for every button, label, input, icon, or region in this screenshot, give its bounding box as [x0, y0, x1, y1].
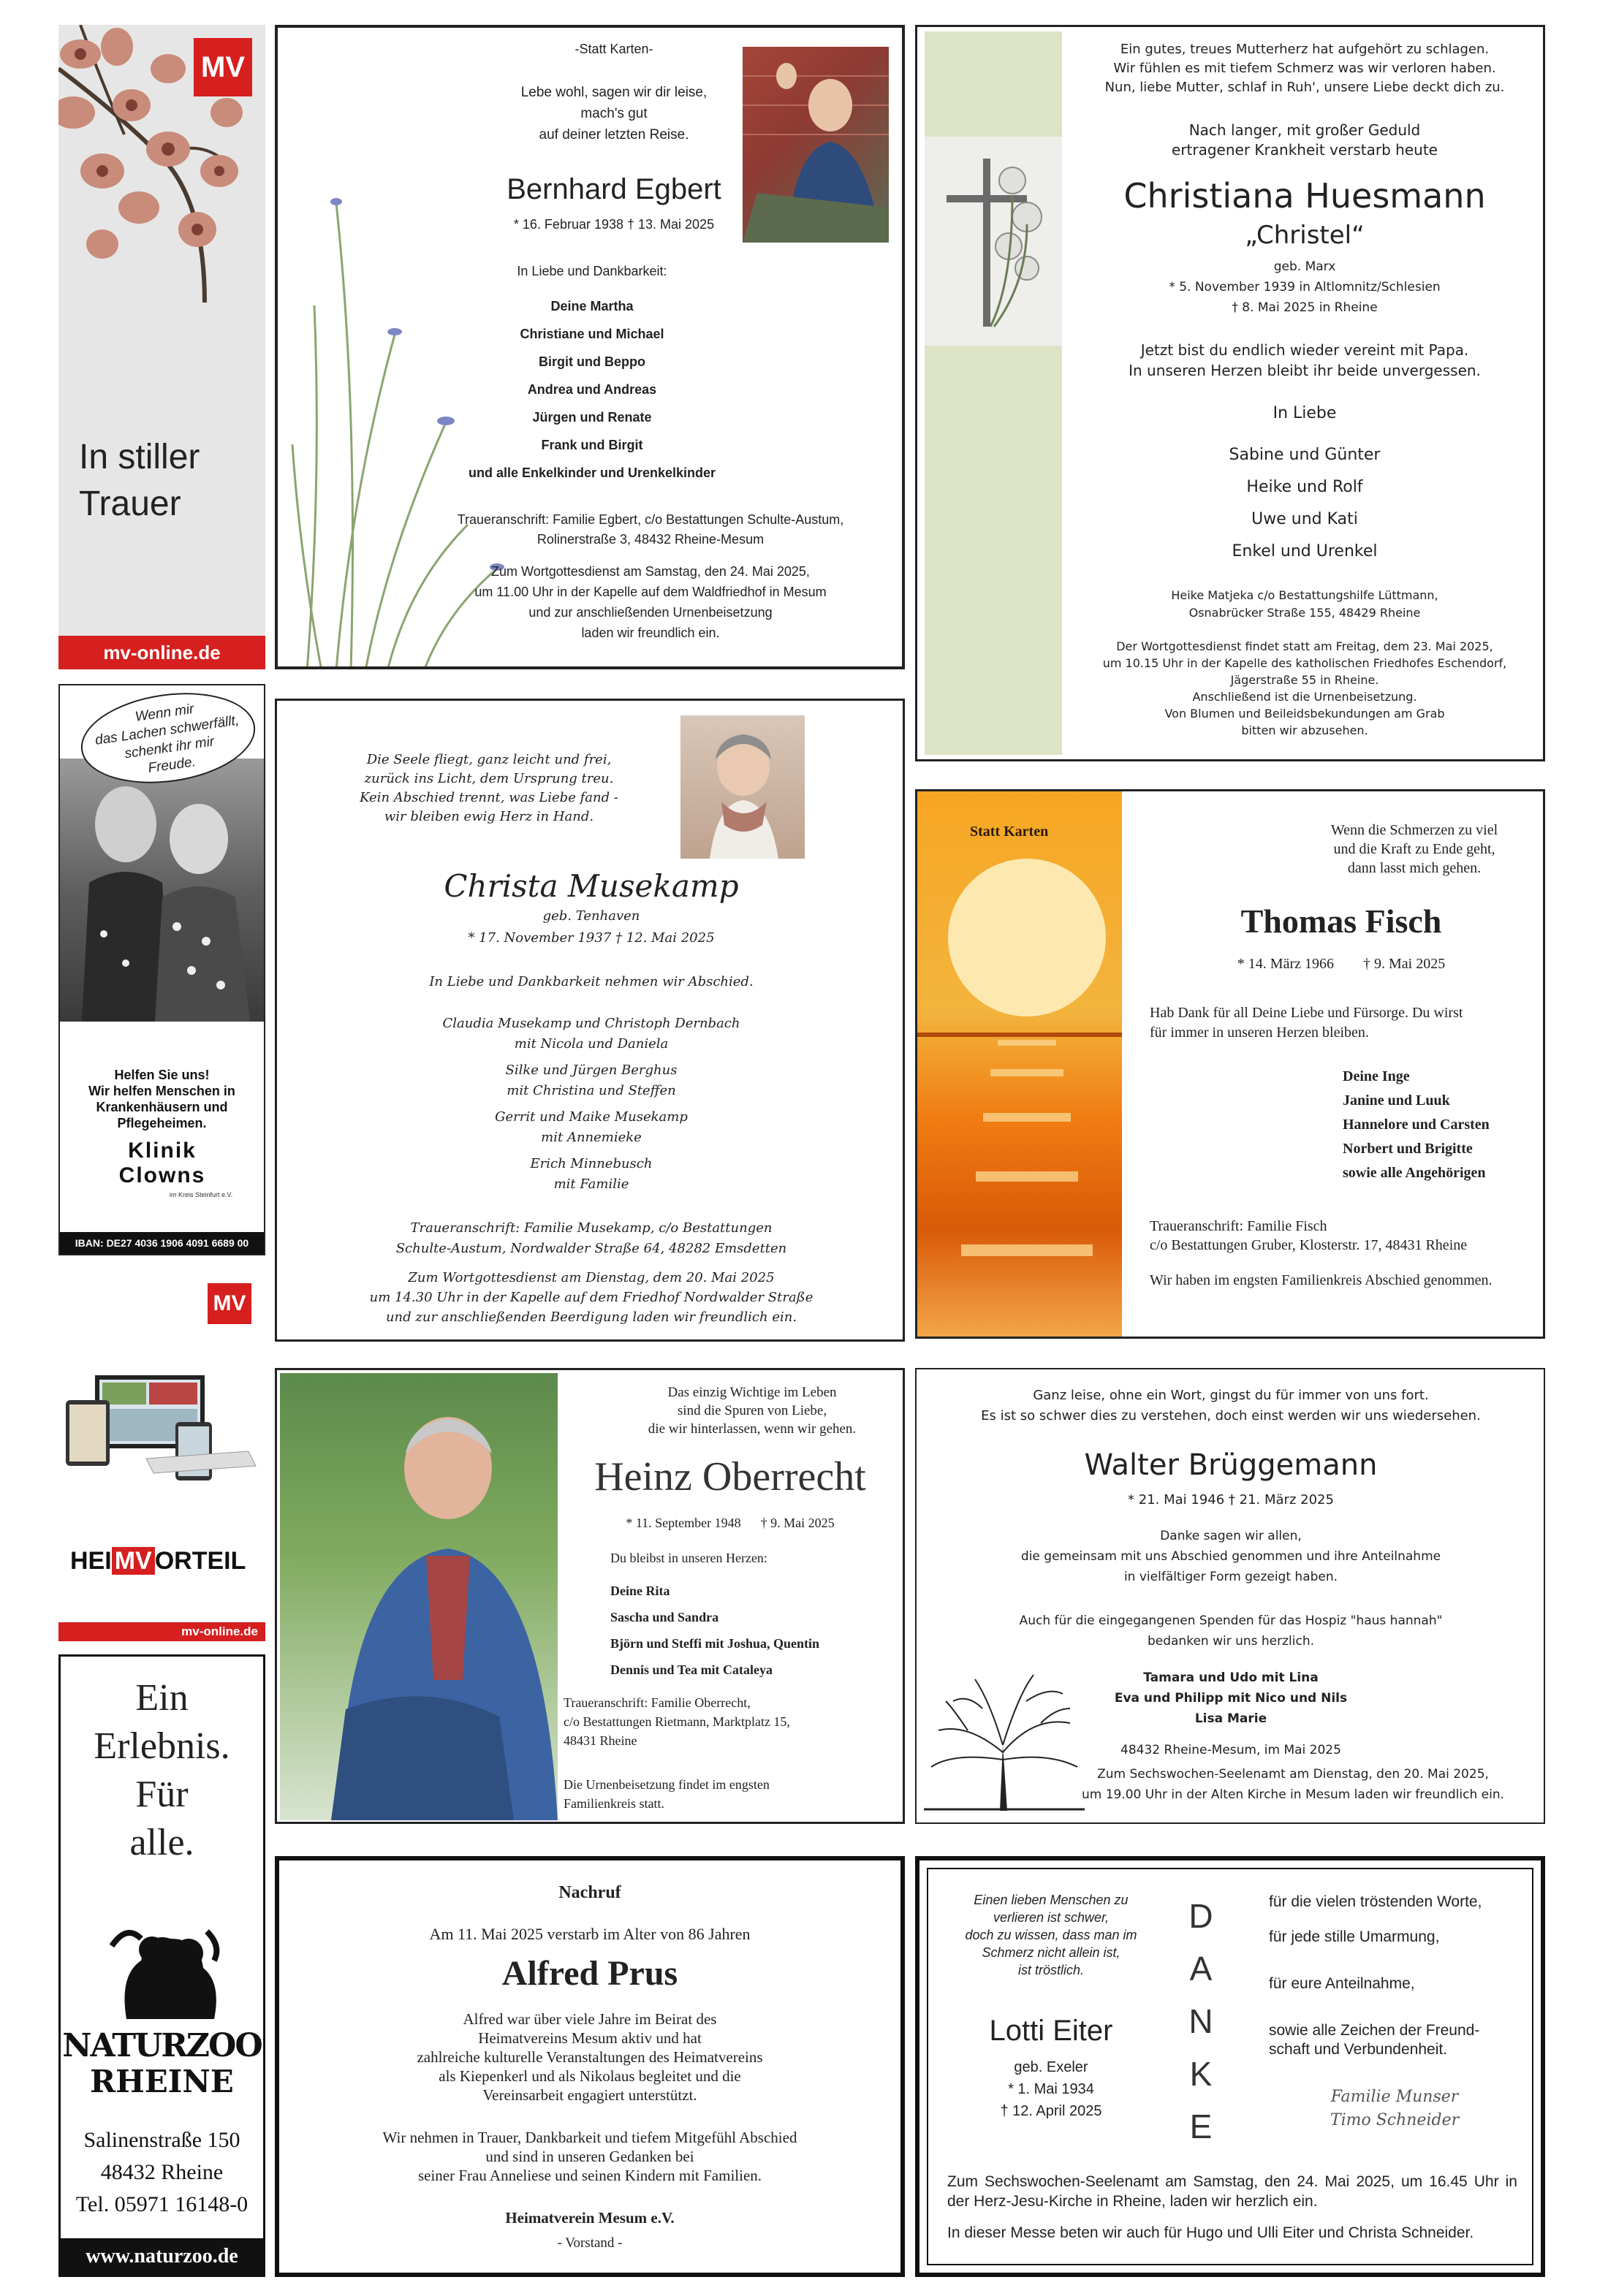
- musekamp-dates: * 17. November 1937 † 12. Mai 2025: [468, 930, 715, 946]
- huesmann-family-list: [1071, 439, 1539, 568]
- huesmann-family-member: Uwe und Kati: [1251, 510, 1358, 528]
- danke-letter: K: [1189, 2055, 1213, 2093]
- obituary-alfred-prus: [275, 1856, 905, 2277]
- zoo-logo-line2: RHEINE: [90, 2064, 234, 2099]
- egbert-family-member: Frank und Birgit: [541, 438, 643, 452]
- egbert-portrait-photo: [743, 47, 889, 243]
- brueggemann-name: Walter Brüggemann: [1084, 1448, 1378, 1482]
- musekamp-poem: Die Seele fliegt, ganz leicht und frei, zurück ins Licht, dem Ursprung treu. Kein Abschied trennt, was Liebe fand - wir bleiben ewig Herz in Hand.: [360, 752, 618, 824]
- brueggemann-hospiz: Auch für die eingegangenen Spenden für das Hospiz "haus hannah" bedanken wir uns herzlich.: [1019, 1613, 1443, 1649]
- brueggemann-place: 48432 Rheine-Mesum, im Mai 2025: [1120, 1743, 1341, 1757]
- ad-klinik-clowns[interactable]: [58, 684, 265, 1255]
- fisch-statt-karten: Statt Karten: [970, 824, 1049, 840]
- oberrecht-portrait-photo: [280, 1373, 558, 1820]
- egbert-poem: Lebe wohl, sagen wir dir leise, mach's gut auf deiner letzten Reise.: [520, 85, 708, 142]
- zoo-address: Salinenstraße 150 48432 Rheine Tel. 05971 16148-0: [75, 2128, 249, 2216]
- egbert-family-member: und alle Enkelkinder und Urenkelkinder: [468, 465, 716, 480]
- prus-name: Alfred Prus: [501, 1954, 678, 1993]
- fisch-name: Thomas Fisch: [1240, 902, 1442, 940]
- huesmann-in-liebe: In Liebe: [1273, 404, 1337, 422]
- egbert-statt-karten: -Statt Karten-: [574, 42, 653, 56]
- clowns-photo: [60, 759, 264, 1022]
- eiter-signature: Familie Munser Timo Schneider: [1330, 2088, 1460, 2129]
- obituary-christa-musekamp: [275, 699, 905, 1342]
- brueggemann-thanks: Danke sagen wir allen, die gemeinsam mit uns Abschied genommen und ihre Anteilnahme in vielfältiger Form gezeigt haben.: [1020, 1529, 1441, 1584]
- eiter-thanks-line: für eure Anteilnahme,: [1269, 1975, 1415, 1992]
- musekamp-portrait-photo: [680, 715, 805, 859]
- oberrecht-dates: * 11. September 1948 † 9. Mai 2025: [626, 1516, 835, 1530]
- brueggemann-dates: * 21. Mai 1946 † 21. März 2025: [1128, 1492, 1334, 1508]
- egbert-family-member: Andrea und Andreas: [527, 382, 657, 397]
- oberrecht-family-member: Sascha und Sandra: [610, 1610, 719, 1624]
- oberrecht-poem: Das einzig Wichtige im Leben sind die Spuren von Liebe, die wir hinterlassen, wenn wir gehen.: [648, 1385, 857, 1437]
- fisch-family-member: Hannelore und Carsten: [1343, 1117, 1490, 1133]
- huesmann-reunited: Jetzt bist du endlich wieder vereint mit Papa. In unseren Herzen bleibt ihr beide unvergessen.: [1129, 341, 1481, 379]
- egbert-family-member: Christiane und Michael: [520, 327, 664, 341]
- heimvorteil-post: ORTEIL: [154, 1547, 246, 1575]
- musekamp-family-member: Silke und Jürgen Berghus mit Christina und Steffen: [505, 1063, 678, 1098]
- huesmann-family-member: Heike und Rolf: [1246, 478, 1363, 496]
- fisch-family-member: Janine und Luuk: [1343, 1092, 1450, 1109]
- huesmann-name: Christiana Huesmann: [1123, 176, 1486, 216]
- danke-letters: [1175, 1890, 1226, 2153]
- eiter-poem: Einen lieben Menschen zu verlieren ist schwer, doch zu wissen, dass man im Schmerz nicht allein ist, ist tröstlich.: [965, 1893, 1137, 1977]
- sunset-image: [917, 791, 1122, 1338]
- fisch-closing: Wir haben im engsten Familienkreis Abschied genommen.: [1150, 1272, 1493, 1288]
- prus-body: Alfred war über viele Jahre im Beirat des Heimatvereins Mesum aktiv und hat zahlreiche kulturelle Veranstaltungen des Heimatvereins als Kiepenkerl und als Nikolaus begleitet und die Vereinsarbeit engagiert unterstützt.: [417, 2010, 763, 2104]
- obituary-lotti-eiter: [915, 1856, 1545, 2277]
- huesmann-service: Der Wortgottesdienst findet statt am Freitag, dem 23. Mai 2025, um 10.15 Uhr in der Kapelle des katholischen Friedhofes Eschendorf, Jägerstraße 55 in Rheine. Anschließend ist die Urnenbeisetzung. Von Blumen und Beileidsbekundungen am Grab bitten wir abzusehen.: [1102, 639, 1507, 737]
- oberrecht-address: Traueranschrift: Familie Oberrecht, c/o Bestattungen Rietmann, Marktplatz 15, 48431 Rheine: [564, 1695, 790, 1748]
- huesmann-poem: Ein gutes, treues Mutterherz hat aufgehört zu schlagen. Wir fühlen es mit tiefem Schmerz was wir verloren haben. Nun, liebe Mutter, schlaf in Ruh', unsere Liebe deckt dich zu.: [1104, 42, 1505, 95]
- obituary-heinz-oberrecht: [275, 1368, 905, 1824]
- fisch-dates: * 14. März 1966 † 9. Mai 2025: [1237, 956, 1446, 972]
- eiter-thanks-line: für jede stille Umarmung,: [1269, 1928, 1440, 1945]
- huesmann-family-member: Sabine und Günter: [1229, 446, 1381, 464]
- brueggemann-service: Zum Sechswochen-Seelenamt am Dienstag, den 20. Mai 2025, um 19.00 Uhr in der Alten Kirche in Mesum laden wir freundlich ein.: [1081, 1767, 1505, 1802]
- egbert-address: Traueranschrift: Familie Egbert, c/o Bestattungen Schulte-Austum, Rolinerstraße 3, 48432 Rheine-Mesum: [457, 512, 844, 547]
- musekamp-born: geb. Tenhaven: [542, 908, 640, 924]
- heimvorteil-pre: HEI: [70, 1547, 112, 1575]
- mv-online-link[interactable]: mv-online.de: [58, 636, 265, 669]
- musekamp-family-member: Claudia Musekamp und Christoph Dernbach mit Nicola und Daniela: [442, 1016, 740, 1052]
- fisch-family-member: Deine Inge: [1343, 1068, 1410, 1084]
- eiter-thanks-line: sowie alle Zeichen der Freund- schaft und Verbundenheit.: [1269, 2022, 1480, 2058]
- prus-org: Heimatverein Mesum e.V.: [505, 2209, 675, 2227]
- huesmann-address: Heike Matjeka c/o Bestattungshilfe Lüttmann, Osnabrücker Straße 155, 48429 Rheine: [1171, 588, 1438, 620]
- huesmann-nickname: „Christel“: [1245, 221, 1365, 250]
- egbert-service: Zum Wortgottesdienst am Samstag, den 24. Mai 2025, um 11.00 Uhr in der Kapelle auf dem Waldfriedhof in Mesum und zur anschließenden Urnenbeisetzung laden wir freundlich ein.: [474, 564, 827, 640]
- eiter-name: Lotti Eiter: [989, 2015, 1113, 2047]
- egbert-family-list: [446, 292, 738, 487]
- obituary-bernhard-egbert: [275, 25, 905, 669]
- clowns-speech-bubble: Wenn mir das Lachen schwerfällt, schenkt ihr mir Freude.: [75, 684, 261, 794]
- in-stiller-trauer-heading: In stiller Trauer: [79, 438, 200, 523]
- zoo-logo-line1: NATURZOO: [62, 2027, 262, 2064]
- obituary-thomas-fisch: [915, 789, 1545, 1339]
- zoo-slogan: Ein Erlebnis. Für alle.: [94, 1677, 230, 1863]
- huesmann-family-member: Enkel und Urenkel: [1232, 542, 1378, 560]
- musekamp-service: Zum Wortgottesdienst am Dienstag, dem 20. Mai 2025 um 14.30 Uhr in der Kapelle auf dem Friedhof Nordwalder Straße und zur anschließenden Beerdigung laden wir freundlich ein.: [369, 1270, 814, 1325]
- eiter-mass: In dieser Messe beten wir auch für Hugo und Ulli Eiter und Christa Schneider.: [947, 2224, 1474, 2241]
- brueggemann-family: Tamara und Udo mit Lina Eva und Philipp mit Nico und Nils Lisa Marie: [1114, 1670, 1348, 1726]
- eiter-service: Zum Sechswochen-Seelenamt am Samstag, den 24. Mai 2025, um 16.45 Uhr in der Herz-Jesu-Kirche in Rheine, laden wir herzlich ein.: [947, 2173, 1517, 2210]
- musekamp-family-list: [335, 1014, 847, 1195]
- fisch-family-list: [1343, 1065, 1540, 1185]
- ad-naturzoo[interactable]: [58, 1654, 265, 2277]
- prus-board: - Vorstand -: [557, 2235, 623, 2251]
- danke-letter: E: [1189, 2107, 1213, 2145]
- egbert-intro: In Liebe und Dankbarkeit:: [517, 264, 667, 278]
- clowns-logo: Klinik Clowns: [118, 1139, 206, 1187]
- oberrecht-family-member: Deine Rita: [610, 1584, 670, 1598]
- eiter-thanks-list: [1269, 1893, 1532, 2059]
- huesmann-born: geb. Marx * 5. November 1939 in Altlomnitz/Schlesien † 8. Mai 2025 in Rheine: [1169, 259, 1441, 315]
- clowns-logo-sub: im Kreis Steinfurt e.V.: [170, 1191, 233, 1198]
- eiter-dates: geb. Exeler * 1. Mai 1934 † 12. April 2025: [1000, 2059, 1102, 2119]
- heimvorteil-url[interactable]: mv-online.de: [58, 1622, 265, 1641]
- oberrecht-family-list: [610, 1578, 903, 1683]
- obituary-christiana-huesmann: [915, 25, 1545, 761]
- huesmann-intro: Nach langer, mit großer Geduld ertragener Krankheit verstarb heute: [1172, 121, 1438, 159]
- heimvorteil-mv: MV: [112, 1547, 155, 1575]
- egbert-dates: * 16. Februar 1938 † 13. Mai 2025: [513, 217, 715, 232]
- musekamp-address: Traueranschrift: Familie Musekamp, c/o Bestattungen Schulte-Austum, Nordwalder Straße 64, 48282 Emsdetten: [395, 1220, 787, 1256]
- oberrecht-name: Heinz Oberrecht: [594, 1454, 866, 1499]
- obituary-walter-brueggemann: [915, 1368, 1545, 1824]
- oberrecht-intro: Du bleibst in unseren Herzen:: [610, 1551, 767, 1565]
- oberrecht-family-member: Björn und Steffi mit Joshua, Quentin: [610, 1636, 820, 1651]
- musekamp-family-member: Gerrit und Maike Musekamp mit Annemieke: [495, 1109, 688, 1145]
- brueggemann-poem: Ganz leise, ohne ein Wort, gingst du für immer von uns fort. Es ist so schwer dies zu verstehen, doch einst werden wir uns wiedersehen.: [981, 1388, 1481, 1423]
- egbert-family-member: Birgit und Beppo: [539, 354, 645, 369]
- danke-letter: D: [1188, 1897, 1213, 1935]
- fisch-family-member: sowie alle Angehörigen: [1343, 1165, 1486, 1181]
- clowns-help-text: Helfen Sie uns! Wir helfen Menschen in Krankenhäusern und Pflegeheimen.: [88, 1068, 235, 1130]
- mv-logo: MV: [194, 38, 252, 96]
- fisch-poem: Wenn die Schmerzen zu viel und die Kraft zu Ende geht, dann lasst mich gehen.: [1330, 822, 1498, 876]
- zoo-url[interactable]: www.naturzoo.de: [61, 2238, 263, 2275]
- clowns-iban: IBAN: DE27 4036 1906 4091 6689 00: [60, 1232, 264, 1254]
- prus-intro: Am 11. Mai 2025 verstarb im Alter von 86 Jahren: [429, 1925, 751, 1943]
- danke-letter: N: [1188, 2002, 1213, 2040]
- fisch-family-member: Norbert und Brigitte: [1343, 1141, 1473, 1157]
- egbert-name: Bernhard Egbert: [507, 173, 721, 205]
- prus-heading: Nachruf: [558, 1883, 621, 1902]
- heimvorteil-logo: [70, 1543, 260, 1578]
- egbert-family-member: Jürgen und Renate: [532, 410, 652, 425]
- devices-image: [66, 1371, 263, 1488]
- oberrecht-closing: Die Urnenbeisetzung findet im engsten Familienkreis statt.: [564, 1777, 770, 1811]
- prus-mourn: Wir nehmen in Trauer, Dankbarkeit und tiefem Mitgefühl Abschied und sind in unseren Gedanken bei seiner Frau Anneliese und seinen Kindern mit Familien.: [382, 2129, 797, 2184]
- fisch-thanks: Hab Dank für all Deine Liebe und Fürsorge. Du wirst für immer in unseren Herzen bleiben.: [1150, 1005, 1463, 1041]
- musekamp-name: Christa Musekamp: [444, 868, 739, 904]
- mv-logo-small: MV: [208, 1283, 251, 1324]
- oberrecht-family-member: Dennis und Tea mit Cataleya: [610, 1662, 773, 1677]
- fisch-address: Traueranschrift: Familie Fisch c/o Bestattungen Gruber, Klosterstr. 17, 48431 Rheine: [1150, 1218, 1468, 1253]
- zoo-animals-logo-icon: [97, 1917, 229, 2026]
- egbert-family-member: Deine Martha: [550, 299, 634, 313]
- ad-heimvorteil[interactable]: [58, 1371, 265, 1643]
- cross-flowers-image: [925, 137, 1062, 346]
- musekamp-intro: In Liebe und Dankbarkeit nehmen wir Abschied.: [429, 974, 754, 989]
- danke-letter: A: [1189, 1950, 1213, 1988]
- eiter-thanks-line: für die vielen tröstenden Worte,: [1269, 1893, 1482, 1910]
- ad-in-stiller-trauer[interactable]: [58, 25, 265, 669]
- musekamp-family-member: Erich Minnebusch mit Familie: [530, 1156, 653, 1192]
